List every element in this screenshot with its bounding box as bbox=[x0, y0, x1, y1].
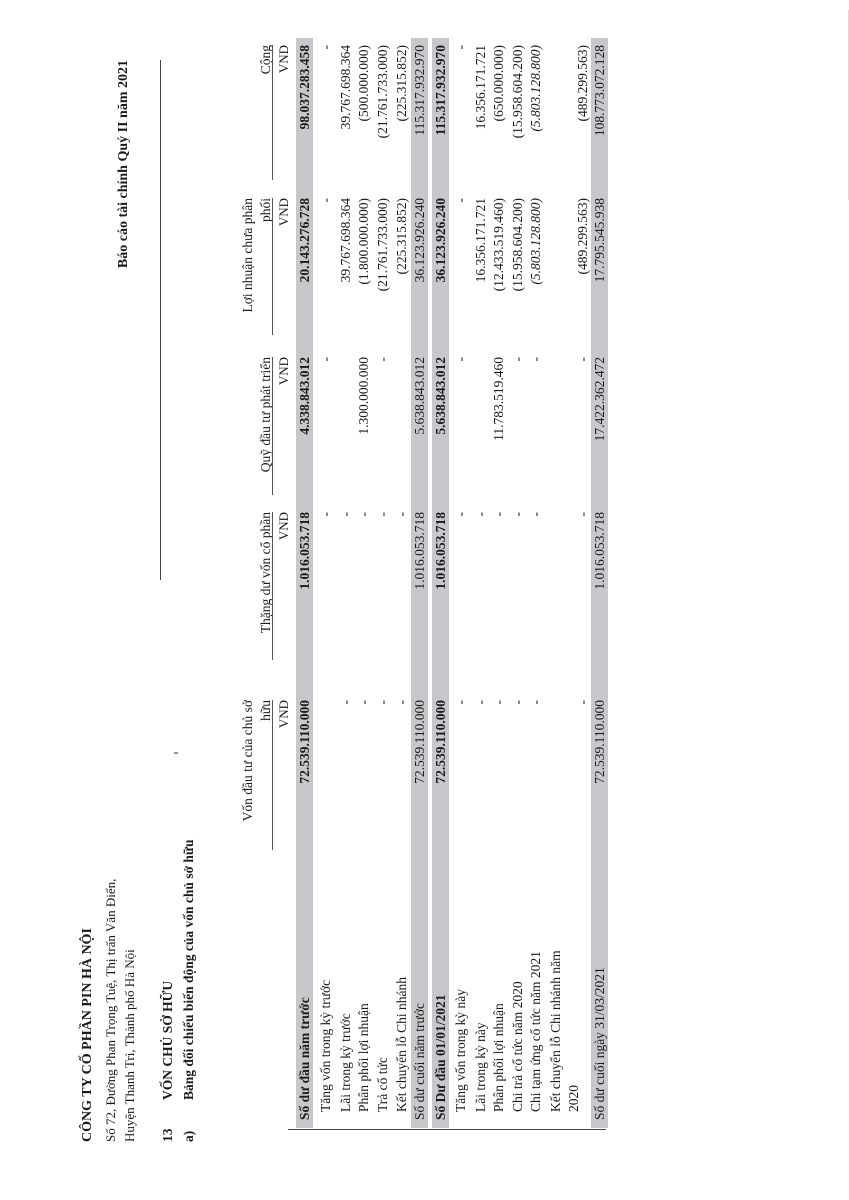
table-cell: 1.016.053.718 bbox=[297, 512, 312, 590]
table-cell: 11.783.519.460 bbox=[491, 357, 506, 441]
table-cell: (489.299.563) bbox=[575, 198, 590, 275]
row-label: Số dư cuối ngày 31/03/2021 bbox=[592, 967, 607, 1120]
row-label: Số dư cuối năm trước bbox=[412, 1002, 427, 1120]
row-label: Tăng vốn trong kỳ trước bbox=[318, 979, 333, 1112]
table-cell: 17.795.545.938 bbox=[592, 198, 607, 283]
section-title: VỐN CHỦ SỞ HỮU bbox=[160, 980, 175, 1100]
table-cell: (12.433.519.460) bbox=[491, 198, 506, 292]
table-cell: (15.958.604.200) bbox=[510, 198, 525, 292]
table-cell: - bbox=[491, 512, 506, 517]
header-rule bbox=[160, 60, 161, 580]
table-cell: - bbox=[375, 700, 390, 705]
table-cell: (225.315.852) bbox=[394, 198, 409, 275]
row-label: Tăng vốn trong kỳ này bbox=[453, 989, 468, 1112]
table-cell: - bbox=[491, 700, 506, 705]
row-label: Trả cổ tức bbox=[375, 1057, 390, 1112]
table-cell: - bbox=[318, 198, 333, 203]
column-header: Cộng bbox=[258, 45, 273, 75]
table-cell: - bbox=[528, 357, 543, 362]
row-label: Kết chuyển lỗ Chi nhánh bbox=[394, 977, 409, 1112]
table-cell: (650.000.000) bbox=[491, 45, 506, 122]
table-cell: - bbox=[318, 357, 333, 362]
row-label: Phân phối lợi nhuận bbox=[356, 1003, 371, 1112]
column-unit: VND bbox=[276, 45, 291, 74]
table-cell: 17.422.362.472 bbox=[592, 357, 607, 442]
table-cell: 4.338.843.012 bbox=[297, 357, 312, 435]
table-cell: 39.767.698.364 bbox=[338, 198, 353, 283]
column-unit: VND bbox=[276, 700, 291, 729]
table-cell: - bbox=[394, 700, 409, 705]
table-cell: - bbox=[394, 512, 409, 517]
sub-letter: a) bbox=[181, 1130, 196, 1142]
column-header-cont: phối bbox=[258, 198, 273, 223]
row-label: Phân phối lợi nhuận bbox=[491, 1003, 506, 1112]
table-cell: - bbox=[473, 512, 488, 517]
table-cell: - bbox=[375, 357, 390, 362]
column-header: Quỹ đầu tư phát triển bbox=[258, 357, 273, 473]
row-label: Chi tạm ứng cổ tức năm 2021 bbox=[528, 951, 543, 1112]
table-cell: - bbox=[575, 512, 590, 517]
table-cell: - bbox=[510, 512, 525, 517]
row-label: Lãi trong kỳ này bbox=[473, 1022, 488, 1112]
table-cell: 16.356.171.721 bbox=[473, 198, 488, 283]
table-cell: (21.761.733.000) bbox=[375, 45, 390, 139]
report-title: Báo cáo tài chính Quý II năm 2021 bbox=[116, 60, 131, 269]
table-cell: 5.638.843.012 bbox=[412, 357, 427, 435]
table-cell: 20.143.276.728 bbox=[297, 198, 312, 283]
table-cell: (1.800.000.000) bbox=[356, 198, 371, 285]
table-cell: - bbox=[338, 512, 353, 517]
table-cell: 1.016.053.718 bbox=[433, 512, 448, 590]
table-cell: - bbox=[453, 512, 468, 517]
table-cell: 72.539.110.000 bbox=[412, 700, 427, 784]
table-cell: 1.300.000.000 bbox=[356, 357, 371, 435]
address-line-1: Số 72, Đường Phan Trọng Tuệ, Thị trấn Văn Điển, bbox=[103, 878, 118, 1142]
table-cell: - bbox=[375, 512, 390, 517]
table-cell: 115.317.932.970 bbox=[412, 45, 427, 136]
table-cell: 108.773.072.128 bbox=[592, 45, 607, 137]
table-cell: - bbox=[356, 512, 371, 517]
table-cell: (5.803.128.800) bbox=[528, 198, 543, 285]
table-cell: 36.123.926.240 bbox=[412, 198, 427, 283]
sub-title: Bảng đối chiếu biến động của vốn chủ sở hữu bbox=[181, 839, 196, 1100]
table-cell: 98.037.283.458 bbox=[297, 45, 312, 130]
table-cell: - bbox=[453, 45, 468, 50]
column-unit: VND bbox=[276, 198, 291, 227]
table-left-rule bbox=[288, 1129, 606, 1130]
column-unit: VND bbox=[276, 357, 291, 386]
table-cell: (500.000.000) bbox=[356, 45, 371, 122]
table-cell: - bbox=[473, 700, 488, 705]
table-cell: 115.317.932.970 bbox=[433, 45, 448, 136]
section-number: 13 bbox=[160, 1128, 175, 1142]
row-label: Số Dư đầu 01/01/2021 bbox=[433, 994, 448, 1120]
table-cell: - bbox=[356, 700, 371, 705]
row-label: Chi trả cổ tức năm 2020 bbox=[510, 981, 525, 1112]
table-cell: - bbox=[338, 700, 353, 705]
table-cell: 72.539.110.000 bbox=[592, 700, 607, 784]
table-cell: 72.539.110.000 bbox=[297, 700, 312, 784]
column-header: Thặng dư vốn cổ phần bbox=[258, 512, 273, 634]
row-label-cont: 2020 bbox=[566, 1085, 581, 1112]
table-cell: 1.016.053.718 bbox=[592, 512, 607, 590]
table-cell: - bbox=[453, 198, 468, 203]
table-cell: - bbox=[575, 700, 590, 705]
table-cell: (15.958.604.200) bbox=[510, 45, 525, 139]
table-cell: - bbox=[318, 45, 333, 50]
table-cell: - bbox=[528, 700, 543, 705]
address-line-2: Huyện Thanh Trì, Thành phố Hà Nội bbox=[122, 949, 137, 1142]
scan-dot bbox=[174, 752, 178, 754]
row-label: Kết chuyển lỗ Chi nhánh năm bbox=[548, 950, 563, 1112]
table-cell: - bbox=[510, 700, 525, 705]
table-cell: - bbox=[528, 512, 543, 517]
table-cell: 72.539.110.000 bbox=[433, 700, 448, 784]
column-header-rule bbox=[272, 45, 273, 180]
column-header-rule bbox=[272, 700, 273, 850]
row-label: Số dư đầu năm trước bbox=[297, 997, 312, 1120]
table-cell: - bbox=[453, 357, 468, 362]
table-cell: 36.123.926.240 bbox=[433, 198, 448, 283]
column-header-rule bbox=[272, 198, 273, 335]
table-cell: - bbox=[318, 512, 333, 517]
row-label: Lãi trong kỳ trước bbox=[338, 1013, 353, 1112]
table-cell: 16.356.171.721 bbox=[473, 45, 488, 130]
table-cell: (225.315.852) bbox=[394, 45, 409, 122]
table-cell: 1.016.053.718 bbox=[412, 512, 427, 590]
table-cell: - bbox=[453, 700, 468, 705]
column-unit: VND bbox=[276, 512, 291, 541]
table-cell: - bbox=[510, 357, 525, 362]
table-cell: (489.299.563) bbox=[575, 45, 590, 122]
column-header-rule bbox=[272, 357, 273, 495]
table-cell: (21.761.733.000) bbox=[375, 198, 390, 292]
column-header-rule bbox=[272, 512, 273, 660]
company-name: CÔNG TY CỔ PHẦN PIN HÀ NỘI bbox=[80, 928, 95, 1142]
column-header-cont: hữu bbox=[258, 700, 273, 721]
column-header: Vốn đầu tư của chủ sở bbox=[240, 700, 255, 822]
column-header: Lợi nhuận chưa phân bbox=[240, 198, 255, 313]
table-cell: 39.767.698.364 bbox=[338, 45, 353, 130]
table-cell: (5.803.128.800) bbox=[528, 45, 543, 132]
table-cell: - bbox=[575, 357, 590, 362]
table-cell: 5.638.843.012 bbox=[433, 357, 448, 435]
